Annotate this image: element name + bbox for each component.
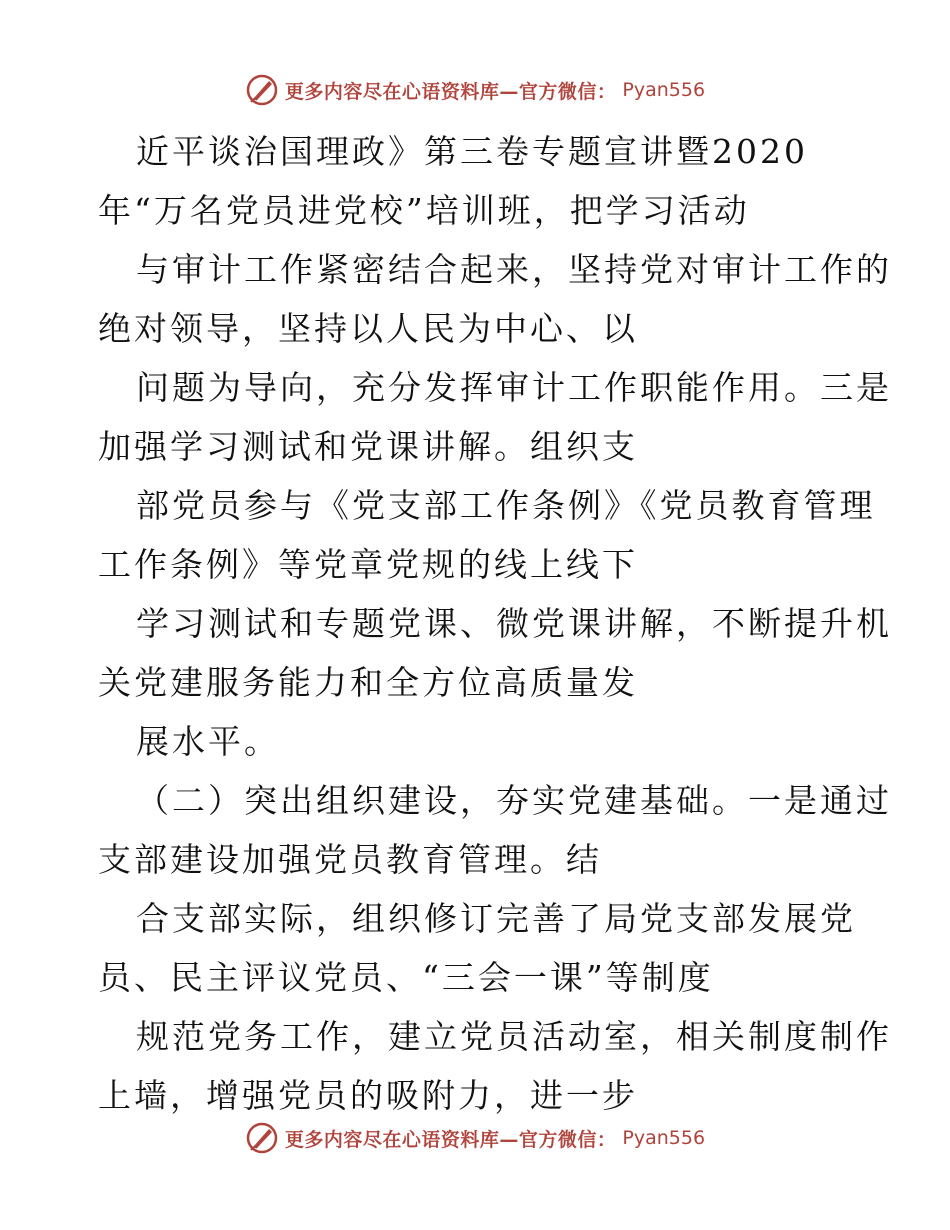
text-line: 关党建服务能力和全方位高质量发 bbox=[98, 663, 638, 702]
header-watermark-banner bbox=[0, 70, 950, 110]
text-line: 年“万名党员进党校”培训班，把学习活动 bbox=[98, 191, 750, 230]
text-line: 绝对领导，坚持以人民为中心、以 bbox=[98, 309, 638, 348]
text-line: 上墙，增强党员的吸附力，进一步 bbox=[98, 1076, 638, 1115]
header-wechat-id: Pyan556 bbox=[622, 79, 706, 101]
footer-banner-text: 更多内容尽在心语资料库—官方微信： bbox=[284, 1128, 617, 1151]
text-line: 学习测试和专题党课、微党课讲解，不断提升机 bbox=[136, 604, 892, 643]
text-line: （二）突出组织建设，夯实党建基础。一是通过 bbox=[136, 781, 892, 820]
text-line: 与审计工作紧密结合起来，坚持党对审计工作的 bbox=[136, 250, 892, 289]
text-line: 合支部实际，组织修订完善了局党支部发展党 bbox=[136, 899, 856, 938]
text-line: 工作条例》等党章党规的线上线下 bbox=[98, 545, 638, 584]
header-banner-text: 更多内容尽在心语资料库—官方微信： bbox=[284, 80, 617, 103]
footer-watermark-banner bbox=[0, 1118, 950, 1158]
text-line: 展水平。 bbox=[136, 722, 280, 761]
document-body bbox=[98, 122, 892, 1125]
text-line: 近平谈治国理政》第三卷专题宣讲暨2020 bbox=[136, 132, 808, 171]
text-line: 规范党务工作，建立党员活动室，相关制度制作 bbox=[136, 1017, 892, 1056]
text-line: 员、民主评议党员、“三会一课”等制度 bbox=[98, 958, 714, 997]
text-line: 支部建设加强党员教育管理。结 bbox=[98, 840, 602, 879]
text-line: 部党员参与《党支部工作条例》《党员教育管理 bbox=[136, 486, 876, 525]
text-line: 加强学习测试和党课讲解。组织支 bbox=[98, 427, 638, 466]
text-line: 问题为导向，充分发挥审计工作职能作用。三是 bbox=[136, 368, 892, 407]
quill-ink-icon bbox=[245, 73, 279, 107]
footer-wechat-id: Pyan556 bbox=[622, 1127, 706, 1149]
quill-ink-icon bbox=[245, 1121, 279, 1155]
